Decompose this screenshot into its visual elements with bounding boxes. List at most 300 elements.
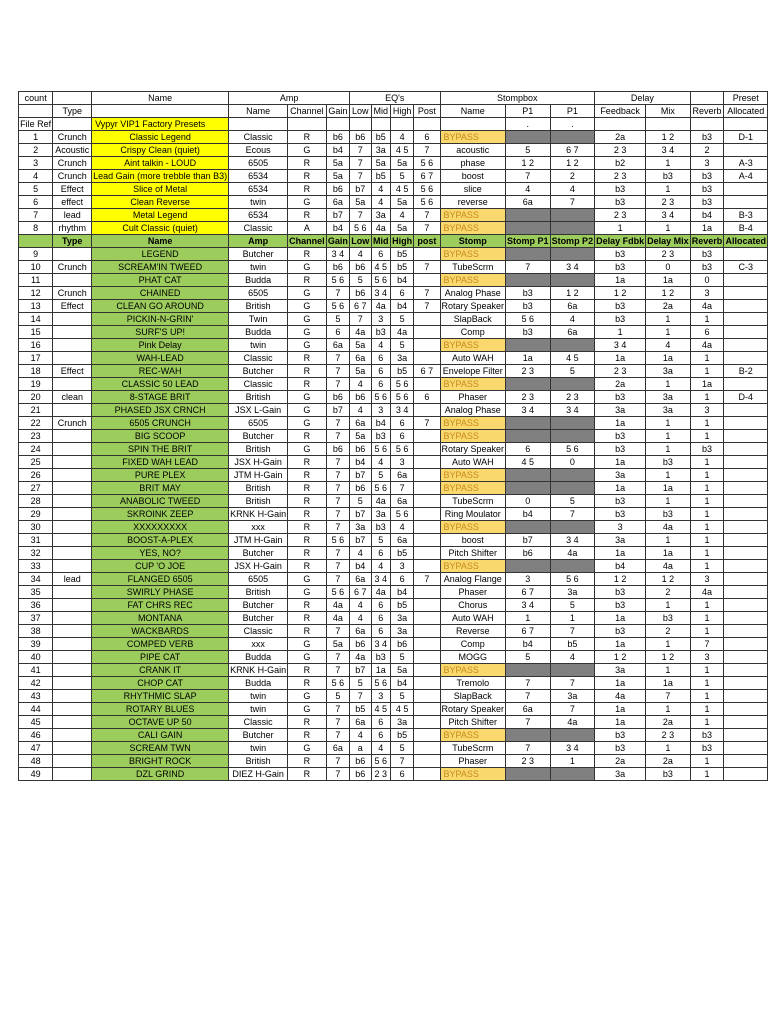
cell-reverb: 1 [690, 716, 724, 729]
cell-mid: 6 [371, 716, 390, 729]
table-row [19, 313, 768, 326]
cell-type: Effect [53, 365, 92, 378]
cell-high: b6 [390, 638, 413, 651]
cell-count: 7 [19, 209, 53, 222]
cell-p1 [506, 378, 551, 391]
cell-high: b5 [390, 547, 413, 560]
cell-high: 6a [390, 534, 413, 547]
cell-high: 5 6 [390, 378, 413, 391]
cell-type: effect [53, 196, 92, 209]
cell-post: 6 [414, 391, 440, 404]
cell-low: 4 [350, 378, 371, 391]
cell-low: 5 [350, 677, 371, 690]
cell-allocated [724, 534, 768, 547]
header-row-sub [19, 105, 768, 118]
cell-type [53, 729, 92, 742]
cell-amp-name: Butcher [229, 547, 288, 560]
cell-mix: 1 2 [646, 651, 691, 664]
cell-p2: 4a [550, 547, 595, 560]
cell-type: lead [53, 209, 92, 222]
cell-allocated [724, 430, 768, 443]
cell-mix: b3 [646, 456, 691, 469]
cell-p2 [550, 274, 595, 287]
cell-low: 4a [350, 326, 371, 339]
cell-count: 27 [19, 482, 53, 495]
cell-post [414, 482, 440, 495]
cell-post [414, 742, 440, 755]
cell-mid: 4 [371, 742, 390, 755]
cell-feedback: Feedback [595, 105, 646, 118]
cell-channel: G [288, 300, 327, 313]
cell-high: 6 [390, 417, 413, 430]
cell-mix: 3 4 [646, 209, 691, 222]
cell-p2: 6a [550, 326, 595, 339]
cell-allocated [724, 508, 768, 521]
header-preset: Preset [724, 92, 768, 105]
cell-type [53, 625, 92, 638]
cell-count: 42 [19, 677, 53, 690]
cell-p1: 2 3 [506, 391, 551, 404]
cell-p2: P1 [550, 105, 595, 118]
cell-count: 22 [19, 417, 53, 430]
cell-reverb: 1 [690, 599, 724, 612]
cell-reverb: 1 [690, 469, 724, 482]
cell-count: 41 [19, 664, 53, 677]
cell-reverb: 1 [690, 677, 724, 690]
cell-mid: 2 3 [371, 768, 390, 781]
cell-count: 36 [19, 599, 53, 612]
cell-p1: 5 [506, 144, 551, 157]
cell-mix: 1 [646, 664, 691, 677]
cell-mid: 6 [371, 599, 390, 612]
cell-count [19, 235, 53, 248]
cell-low: 4 [350, 612, 371, 625]
table-row [19, 508, 768, 521]
cell-p2 [550, 248, 595, 261]
cell-gain: 7 [326, 508, 349, 521]
cell-amp-name: DIEZ H-Gain [229, 768, 288, 781]
cell-high: 5 6 [390, 391, 413, 404]
cell-allocated: A-4 [724, 170, 768, 183]
cell-high: 7 [390, 482, 413, 495]
cell-mid: Mid [371, 105, 390, 118]
cell-mid: 3 4 [371, 638, 390, 651]
cell-amp-name: JSX H-Gain [229, 560, 288, 573]
cell-reverb: 1 [690, 417, 724, 430]
cell-mix: 1 [646, 469, 691, 482]
cell-feedback: 1a [595, 547, 646, 560]
cell-high: b5 [390, 365, 413, 378]
cell-allocated [724, 599, 768, 612]
cell-allocated [724, 690, 768, 703]
cell-p1: 4 5 [506, 456, 551, 469]
cell-post: 5 6 [414, 183, 440, 196]
cell-reverb: 1 [690, 313, 724, 326]
cell-low: b6 [350, 443, 371, 456]
cell-gain [326, 118, 349, 131]
cell-p1: Stomp P1 [507, 236, 549, 246]
cell-low: 4 [350, 248, 371, 261]
cell-low [350, 118, 371, 131]
cell-allocated [724, 196, 768, 209]
cell-type: Type [53, 235, 92, 248]
cell-low: 6 7 [350, 586, 371, 599]
cell-feedback: 3 [595, 521, 646, 534]
cell-mid: 3 4 [371, 287, 390, 300]
cell-channel: R [288, 274, 327, 287]
cell-amp-name: 6505 [229, 157, 288, 170]
cell-post [414, 534, 440, 547]
cell-stomp-name: Rotary Speaker [441, 444, 505, 454]
cell-name: LEGEND [92, 248, 229, 261]
cell-post [414, 352, 440, 365]
cell-channel: R [288, 456, 327, 469]
cell-mix: 1a [646, 274, 691, 287]
cell-mid: 4 [371, 560, 390, 573]
cell-type [53, 651, 92, 664]
header-count: count [19, 92, 53, 105]
table-row [19, 157, 768, 170]
cell-type [53, 677, 92, 690]
cell-count: 14 [19, 313, 53, 326]
cell-post [414, 703, 440, 716]
cell-allocated [724, 183, 768, 196]
cell-mix: 3 4 [646, 144, 691, 157]
cell-type [53, 248, 92, 261]
table-row [19, 248, 768, 261]
cell-type [53, 118, 92, 131]
cell-allocated: D-4 [724, 391, 768, 404]
cell-mix: 1 [646, 222, 691, 235]
cell-low: b6 [350, 482, 371, 495]
cell-low: 4a [350, 651, 371, 664]
cell-low: 7 [350, 144, 371, 157]
cell-mix: 4 [646, 339, 691, 352]
cell-amp-name: twin [229, 261, 288, 274]
cell-p1: 2 3 [506, 755, 551, 768]
cell-type [53, 456, 92, 469]
cell-name: PHAT CAT [92, 274, 229, 287]
cell-low: b7 [350, 664, 371, 677]
cell-reverb: 1 [690, 495, 724, 508]
cell-name: WAH-LEAD [92, 352, 229, 365]
cell-allocated [724, 404, 768, 417]
cell-mid: 1a [371, 664, 390, 677]
cell-p1: 6 [506, 443, 551, 456]
cell-stomp-name: Reverse [440, 625, 506, 638]
cell-p2: 3a [550, 690, 595, 703]
table-row [19, 599, 768, 612]
cell-type [53, 703, 92, 716]
cell-name: SURF'S UP! [92, 326, 229, 339]
cell-stomp-name: BYPASS [440, 482, 506, 495]
cell-stomp-name: SlapBack [440, 313, 506, 326]
cell-post [414, 586, 440, 599]
cell-mix: 2 3 [646, 248, 691, 261]
cell-stomp-name: SlapBack [440, 690, 506, 703]
cell-p1: b4 [506, 508, 551, 521]
cell-p2: 4 [550, 313, 595, 326]
cell-count: 5 [19, 183, 53, 196]
cell-count: 13 [19, 300, 53, 313]
cell-mid: 4a [371, 300, 390, 313]
cell-low: 4 [350, 547, 371, 560]
cell-gain: b6 [326, 131, 349, 144]
cell-p2: 7 [550, 677, 595, 690]
cell-allocated [724, 456, 768, 469]
cell-stomp-name: Phaser [440, 755, 506, 768]
cell-mid: 4a [371, 495, 390, 508]
cell-stomp-name: Envelope Filter [440, 365, 506, 378]
cell-high: 3 [390, 456, 413, 469]
cell-channel: R [288, 625, 327, 638]
cell-channel: R [288, 534, 327, 547]
cell-amp-name: xxx [229, 638, 288, 651]
cell-reverb: 6 [690, 326, 724, 339]
cell-high: High [390, 105, 413, 118]
cell-name: BIG SCOOP [92, 430, 229, 443]
cell-feedback: 2a [595, 378, 646, 391]
cell-type: Effect [53, 300, 92, 313]
cell-feedback: 1 2 [595, 651, 646, 664]
cell-p1 [506, 768, 551, 781]
cell-p2: 1 2 [550, 287, 595, 300]
cell-channel: R [288, 248, 327, 261]
table-row [19, 430, 768, 443]
cell-mid: 3 [371, 313, 390, 326]
cell-mix: 1a [646, 547, 691, 560]
cell-high: 6 [390, 430, 413, 443]
cell-name: Vypyr VIP1 Factory Presets [92, 118, 229, 131]
cell-count: 38 [19, 625, 53, 638]
cell-count: 9 [19, 248, 53, 261]
cell-reverb: 1 [690, 534, 724, 547]
cell-gain: 7 [326, 430, 349, 443]
cell-channel: Channel [289, 236, 325, 246]
cell-high: b4 [390, 300, 413, 313]
cell-reverb [690, 118, 724, 131]
cell-reverb: 1 [690, 612, 724, 625]
cell-p1 [506, 482, 551, 495]
cell-stomp-name: boost [440, 170, 506, 183]
cell-gain: 7 [326, 456, 349, 469]
cell-post [414, 664, 440, 677]
table-row [19, 196, 768, 209]
cell-high: 4 [390, 209, 413, 222]
cell-stomp-name: boost [440, 534, 506, 547]
cell-count: 37 [19, 612, 53, 625]
cell-feedback: 1a [595, 352, 646, 365]
cell-gain: 7 [326, 573, 349, 586]
cell-p2: 4a [550, 716, 595, 729]
cell-high: 5a [390, 222, 413, 235]
cell-gain: 6a [326, 339, 349, 352]
cell-count: 34 [19, 573, 53, 586]
cell-count: 40 [19, 651, 53, 664]
cell-gain: 7 [326, 521, 349, 534]
cell-amp-name: Classic [229, 716, 288, 729]
cell-gain: Gain [327, 236, 348, 246]
cell-feedback: b4 [595, 560, 646, 573]
cell-mix: 2a [646, 755, 691, 768]
cell-p2: 3 4 [550, 261, 595, 274]
cell-type [53, 443, 92, 456]
cell-amp-name: Budda [229, 677, 288, 690]
cell-channel: G [288, 573, 327, 586]
cell-channel: R [288, 716, 327, 729]
cell-amp-name: British [229, 391, 288, 404]
cell-count: 6 [19, 196, 53, 209]
cell-channel: R [288, 521, 327, 534]
cell-mix: Delay Mix [647, 236, 689, 246]
cell-count: 28 [19, 495, 53, 508]
cell-channel: R [288, 170, 327, 183]
cell-gain: b6 [326, 391, 349, 404]
table-row [19, 690, 768, 703]
cell-name: MONTANA [92, 612, 229, 625]
cell-high: 5 [390, 742, 413, 755]
cell-stomp-name: reverse [440, 196, 506, 209]
cell-p2 [550, 222, 595, 235]
cell-type [53, 482, 92, 495]
cell-stomp-name [440, 118, 506, 131]
cell-reverb: 1 [690, 365, 724, 378]
cell-amp-name: twin [229, 703, 288, 716]
cell-p1: 6 7 [506, 625, 551, 638]
cell-low: 5a [350, 365, 371, 378]
cell-high: 6 [390, 287, 413, 300]
cell-count [19, 105, 53, 118]
table-row [19, 144, 768, 157]
cell-low: 7 [350, 313, 371, 326]
cell-p2: 4 5 [550, 352, 595, 365]
cell-amp-name: Butcher [229, 430, 288, 443]
cell-stomp-name: Pitch Shifter [440, 547, 506, 560]
cell-post: post [414, 235, 440, 248]
cell-channel: G [288, 703, 327, 716]
cell-mid: 5 [371, 469, 390, 482]
cell-mix [646, 118, 691, 131]
cell-count: 25 [19, 456, 53, 469]
cell-low: b7 [350, 183, 371, 196]
cell-stomp-name: BYPASS [440, 248, 506, 261]
cell-p1: 6a [506, 196, 551, 209]
cell-reverb: 1 [690, 482, 724, 495]
cell-name: CHOP CAT [92, 677, 229, 690]
cell-feedback: b3 [595, 599, 646, 612]
cell-amp-name: Classic [229, 625, 288, 638]
cell-p1 [506, 521, 551, 534]
header-stompbox: Stompbox [440, 92, 595, 105]
cell-reverb: b3 [690, 729, 724, 742]
cell-allocated [724, 742, 768, 755]
cell-p2: 5 6 [550, 573, 595, 586]
cell-p1 [506, 131, 551, 144]
cell-p2: 3 4 [550, 742, 595, 755]
cell-amp-name: twin [229, 742, 288, 755]
cell-allocated [724, 287, 768, 300]
cell-feedback: 3a [595, 469, 646, 482]
cell-type [53, 560, 92, 573]
cell-type [53, 404, 92, 417]
cell-allocated [724, 378, 768, 391]
cell-channel: G [288, 638, 327, 651]
cell-allocated [724, 443, 768, 456]
spreadsheet-body [19, 92, 768, 781]
cell-feedback: b3 [595, 729, 646, 742]
cell-mid: 3 [371, 690, 390, 703]
cell-low: b6 [350, 755, 371, 768]
cell-allocated [724, 352, 768, 365]
cell-amp-name: British [229, 586, 288, 599]
cell-low: 7 [350, 209, 371, 222]
table-row [19, 365, 768, 378]
cell-channel: R [288, 755, 327, 768]
cell-mid: 6 [371, 352, 390, 365]
cell-channel: G [288, 651, 327, 664]
cell-stomp-name: Rotary Speaker [441, 704, 505, 714]
cell-allocated [724, 638, 768, 651]
cell-feedback: 1a [595, 417, 646, 430]
cell-type: Crunch [53, 261, 92, 274]
cell-type [53, 378, 92, 391]
cell-high: 4 [390, 521, 413, 534]
cell-gain: 5a [326, 638, 349, 651]
cell-amp-name: Butcher [229, 599, 288, 612]
cell-p2 [550, 469, 595, 482]
cell-gain: 7 [326, 664, 349, 677]
cell-reverb: 4a [690, 586, 724, 599]
cell-allocated [724, 248, 768, 261]
cell-p2: 7 [550, 508, 595, 521]
cell-type: rhythm [53, 222, 92, 235]
cell-mix: 1 [646, 183, 691, 196]
cell-channel: R [288, 378, 327, 391]
table-row [19, 183, 768, 196]
cell-type: Type [53, 105, 92, 118]
table-row [19, 404, 768, 417]
cell-name: CLEAN GO AROUND [92, 300, 229, 313]
cell-post [414, 625, 440, 638]
cell-feedback: 1a [595, 703, 646, 716]
cell-type [53, 664, 92, 677]
cell-post [414, 274, 440, 287]
cell-name: XXXXXXXXX [92, 521, 229, 534]
cell-name: BRIT MAY [92, 482, 229, 495]
cell-post [414, 326, 440, 339]
cell-reverb: b4 [690, 209, 724, 222]
cell-stomp-name: Ring Moulator [440, 508, 506, 521]
cell-feedback: 1 2 [595, 287, 646, 300]
cell-post: 7 [414, 144, 440, 157]
cell-p1: b6 [506, 547, 551, 560]
cell-feedback: b3 [595, 313, 646, 326]
cell-amp-name: twin [229, 196, 288, 209]
cell-feedback: 1a [595, 638, 646, 651]
cell-stomp-name: Analog Flange [440, 573, 506, 586]
cell-mix: 1 [646, 495, 691, 508]
cell-gain: 5 6 [326, 534, 349, 547]
cell-allocated [724, 482, 768, 495]
cell-post [414, 599, 440, 612]
cell-feedback: 1 [595, 222, 646, 235]
table-row [19, 729, 768, 742]
cell-low: 4 [350, 729, 371, 742]
cell-p1: 5 6 [506, 313, 551, 326]
cell-p1: 7 [506, 690, 551, 703]
cell-count: 23 [19, 430, 53, 443]
cell-p1: b4 [506, 638, 551, 651]
